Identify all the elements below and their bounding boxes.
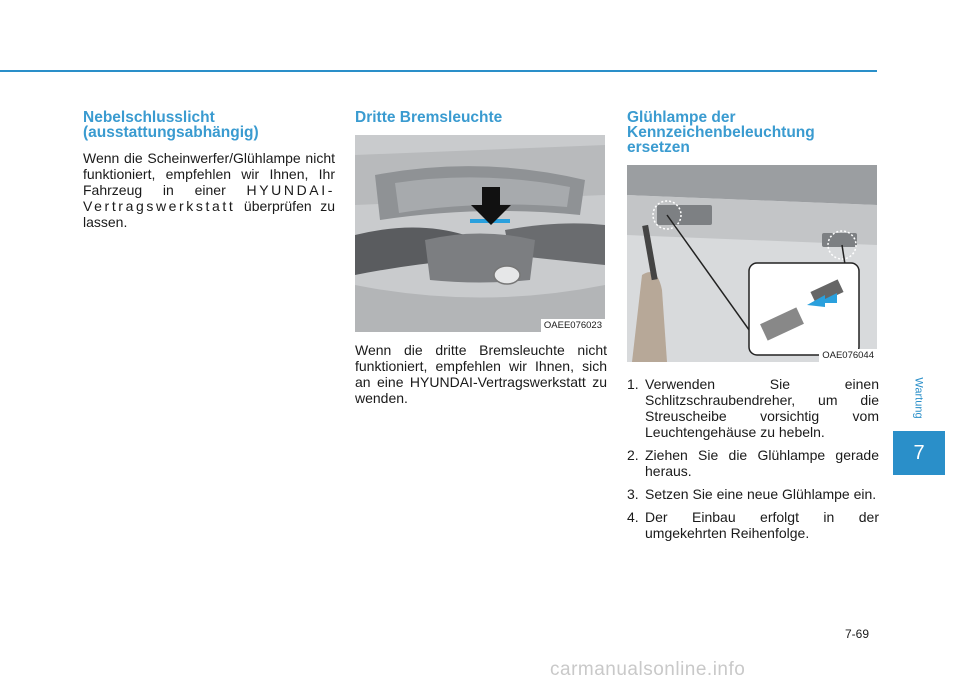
step-number: 3. (627, 486, 639, 502)
steps-list (627, 376, 879, 541)
step-text: Ziehen Sie die Glühlampe gerade heraus. (645, 447, 879, 479)
step-text: Verwenden Sie einen Schlitzschraubendreher, um die Streuscheibe vorsichtig vom Leuchtengehäuse zu hebeln. (645, 376, 879, 440)
section-title: Dritte Bremsleuchte (355, 109, 503, 126)
step-text: Setzen Sie eine neue Glühlampe ein. (645, 486, 877, 502)
plate-light-illustration (627, 165, 877, 362)
body-part: Wenn die Scheinwerfer/Glühlampe nicht funktioniert, empfehlen wir Ihnen, Ihr Fahrzeug in einer (83, 150, 335, 198)
section-third-brake-light (355, 110, 607, 406)
figure-code: OAEE076023 (541, 319, 605, 332)
step-number: 4. (627, 509, 639, 525)
body-part-workshop: HYUNDAI-Vertragswerkstatt (83, 182, 335, 214)
section-title: Glühlampe der Kennzeichenbeleuchtung ersetzen (627, 109, 815, 156)
page-number: 7-69 (845, 627, 870, 641)
step-number: 1. (627, 376, 639, 392)
step-number: 2. (627, 447, 639, 463)
body-part: überprüfen zu lassen. (83, 198, 335, 230)
figure-code: OAE076044 (819, 349, 877, 362)
rear-car-illustration (355, 135, 605, 332)
figure-plate-light (627, 165, 877, 362)
list-item (627, 509, 879, 541)
chapter-name: Wartung (913, 377, 926, 419)
figure-rear-car (355, 135, 605, 332)
top-rule (0, 70, 877, 72)
watermark: carmanualsonline.info (550, 659, 746, 680)
section-body (83, 150, 335, 230)
section-title: Nebelschlusslicht (ausstattungsabhängig) (83, 109, 259, 141)
section-body: Wenn die dritte Bremsleuchte nicht funktioniert, empfehlen wir Ihnen, sich an eine HYUNDAI-Vertragswerkstatt zu wenden. (355, 342, 607, 406)
side-tab-label (904, 368, 934, 428)
section-plate-light (627, 110, 879, 548)
chapter-number: 7 (913, 441, 925, 464)
list-item (627, 447, 879, 479)
chapter-tab (893, 431, 945, 475)
list-item (627, 376, 879, 440)
list-item (627, 486, 879, 502)
step-text: Der Einbau erfolgt in der umgekehrten Reihenfolge. (645, 509, 879, 541)
section-fog-light (83, 110, 335, 230)
